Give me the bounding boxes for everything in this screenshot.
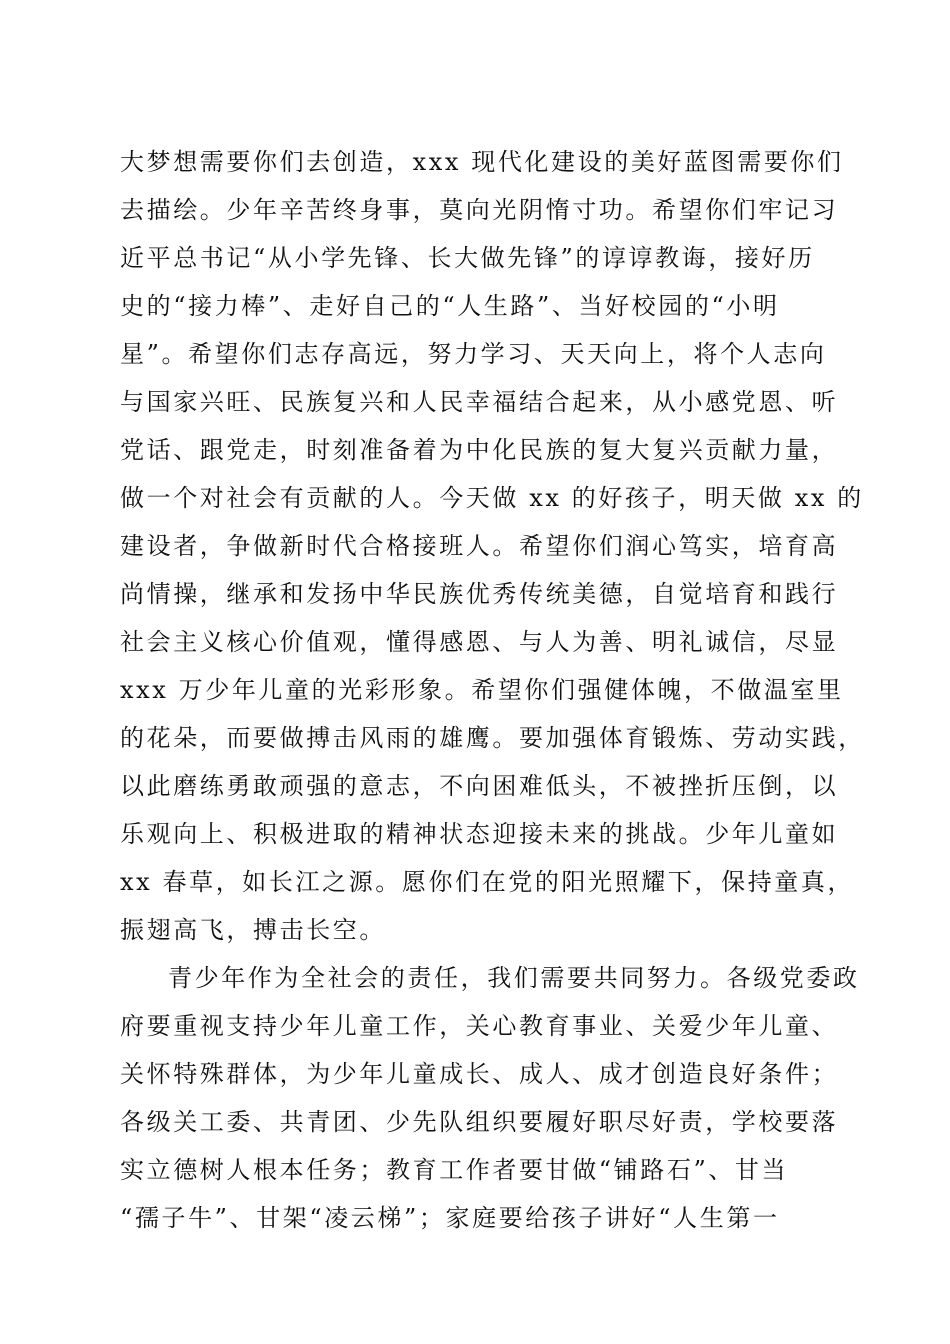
text-line: xxx 万少年儿童的光彩形象。希望你们强健体魄，不做温室里 — [120, 676, 844, 704]
text-line: 与国家兴旺、民族复兴和人民幸福结合起来，从小感党恩、听 — [120, 388, 839, 416]
text-line: 的花朵，而要做搏击风雨的雄鹰。要加强体育锻炼、劳动实践， — [120, 724, 865, 752]
text-line: 振翅高飞，搏击长空。 — [120, 916, 386, 944]
text-line: 去描绘。少年辛苦终身事，莫向光阴惰寸功。希望你们牢记习 — [120, 196, 839, 224]
text-line: 大梦想需要你们去创造，xxx 现代化建设的美好蓝图需要你们 — [120, 148, 844, 176]
text-line: 社会主义核心价值观，懂得感恩、与人为善、明礼诚信，尽显 — [120, 628, 839, 656]
text-line: 史的“接力棒”、走好自己的“人生路”、当好校园的“小明 — [120, 292, 780, 320]
text-line: 各级关工委、共青团、少先队组织要履好职尽好责，学校要落 — [120, 1108, 839, 1136]
text-line: “孺子牛”、甘架“凌云梯”；家庭要给孩子讲好“人生第一 — [120, 1204, 780, 1232]
text-line: 府要重视支持少年儿童工作，关心教育事业、关爱少年儿童、 — [120, 1012, 839, 1040]
text-line: 星”。希望你们志存高远，努力学习、天天向上，将个人志向 — [120, 340, 827, 368]
text-line: 近平总书记“从小学先锋、长大做先锋”的谆谆教诲，接好历 — [120, 244, 815, 272]
text-line: 建设者，争做新时代合格接班人。希望你们润心笃实，培育高 — [120, 532, 839, 560]
text-line: 党话、跟党走，时刻准备着为中化民族的复大复兴贡献力量， — [120, 436, 839, 464]
text-line: xx 春草，如长江之源。愿你们在党的阳光照耀下，保持童真， — [120, 868, 855, 896]
text-line: 关怀特殊群体，为少年儿童成长、成人、成才创造良好条件； — [120, 1060, 839, 1088]
text-line: 实立德树人根本任务；教育工作者要甘做“铺路石”、甘当 — [120, 1156, 789, 1184]
text-line: 尚情操，继承和发扬中华民族优秀传统美德，自觉培育和践行 — [120, 580, 839, 608]
paragraph-start-line: 青少年作为全社会的责任，我们需要共同努力。各级党委政 — [168, 964, 860, 992]
text-line: 乐观向上、积极进取的精神状态迎接未来的挑战。少年儿童如 — [120, 820, 839, 848]
text-line: 以此磨练勇敢顽强的意志，不向困难低头，不被挫折压倒，以 — [120, 772, 839, 800]
text-line: 做一个对社会有贡献的人。今天做 xx 的好孩子，明天做 xx 的 — [120, 484, 864, 512]
